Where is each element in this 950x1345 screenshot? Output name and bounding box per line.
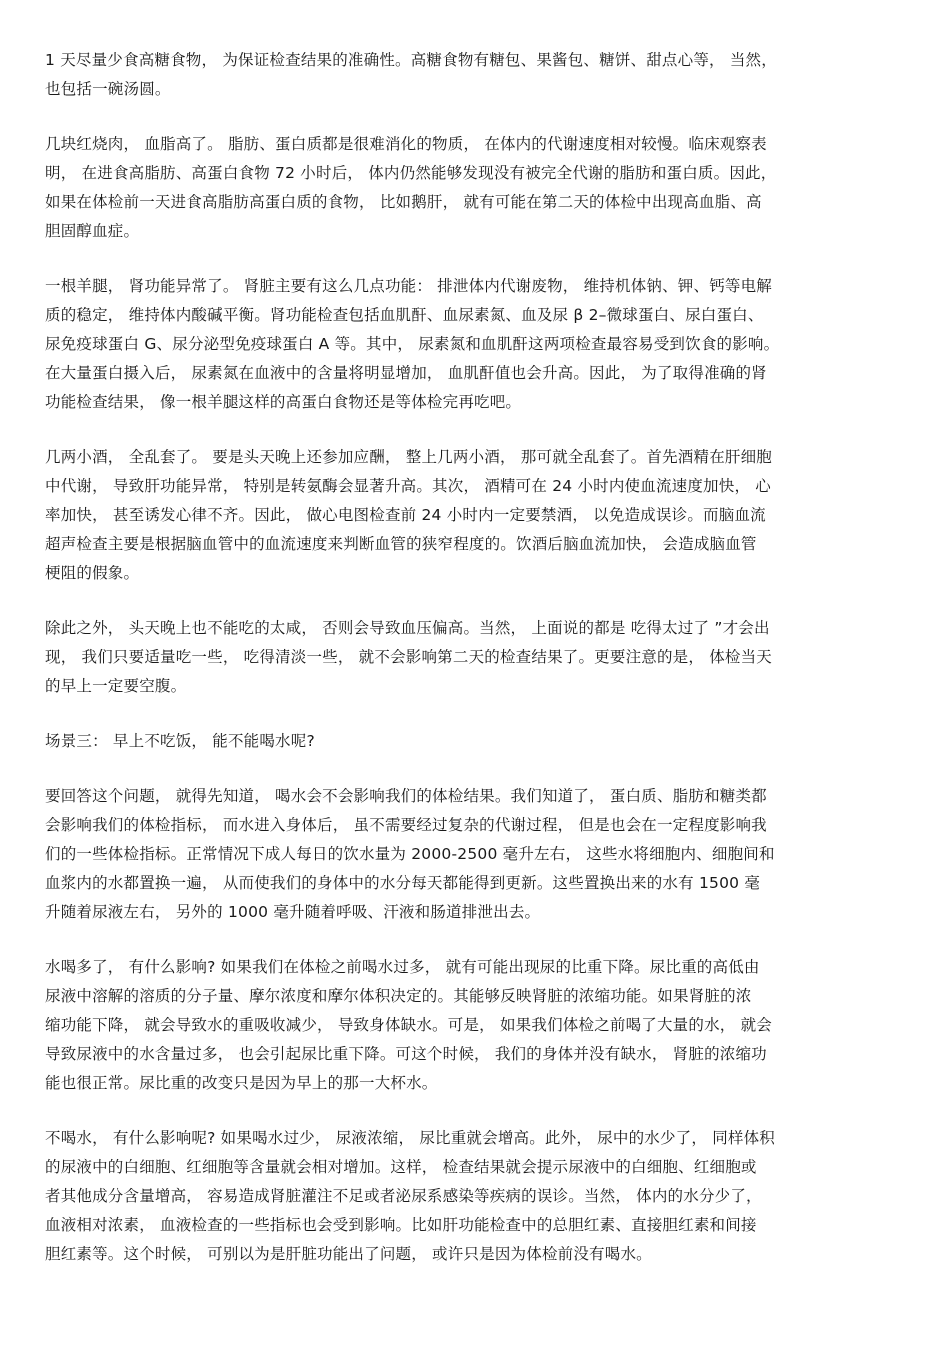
text-line: 会影响我们的体检指标， 而水进入身体后， 虽不需要经过复杂的代谢过程， 但是也会在一定程度影响我 (45, 816, 767, 834)
text-line: 1 天尽量少食高糖食物， 为保证检查结果的准确性。高糖食物有糖包、果酱包、糖饼、甜点心等， 当然， (45, 51, 777, 69)
text-line: 也包括一碗汤圆。 (45, 80, 171, 98)
text-line: 梗阻的假象。 (45, 564, 140, 582)
text-line: 尿液中溶解的溶质的分子量、摩尔浓度和摩尔体积决定的。其能够反映肾脏的浓缩功能。如果肾脏的浓 (45, 987, 752, 1005)
text-line: 导致尿液中的水含量过多， 也会引起尿比重下降。可这个时候， 我们的身体并没有缺水， 肾脏的浓缩功 (45, 1045, 767, 1063)
text-line: 能也很正常。尿比重的改变只是因为早上的那一大杯水。 (45, 1074, 438, 1092)
text-line: 水喝多了， 有什么影响? 如果我们在体检之前喝水过多， 就有可能出现尿的比重下降。尿比重的高低由 (45, 958, 760, 976)
text-line: 胆固醇血症。 (45, 222, 140, 240)
text-line: 超声检查主要是根据脑血管中的血流速度来判断血管的狭窄程度的。饮酒后脑血流加快， 会造成脑血管 (45, 535, 757, 553)
text-line: 现， 我们只要适量吃一些， 吃得清淡一些， 就不会影响第二天的检查结果了。更要注意的是， 体检当天 (45, 648, 773, 666)
section-heading-scene-three (45, 727, 915, 756)
text-line: 几两小酒， 全乱套了。 要是头天晚上还参加应酬， 整上几两小酒， 那可就全乱套了。首先酒精在肝细胞 (45, 448, 773, 466)
text-line: 要回答这个问题， 就得先知道， 喝水会不会影响我们的体检结果。我们知道了， 蛋白质、脂肪和糖类都 (45, 787, 767, 805)
text-line: 在大量蛋白摄入后， 尿素氮在血液中的含量将明显增加， 血肌酐值也会升高。因此， 为了取得准确的肾 (45, 364, 767, 382)
text-line: 的尿液中的白细胞、红细胞等含量就会相对增加。这样， 检查结果就会提示尿液中的白细胞、红细胞或 (45, 1158, 757, 1176)
text-line: 胆红素等。这个时候， 可别以为是肝脏功能出了问题， 或许只是因为体检前没有喝水。 (45, 1245, 652, 1263)
text-line: 几块红烧肉， 血脂高了。 脂肪、蛋白质都是很难消化的物质， 在体内的代谢速度相对较慢。临床观察表 (45, 135, 767, 153)
text-line: 升随着尿液左右， 另外的 1000 毫升随着呼吸、汗液和肠道排泄出去。 (45, 903, 541, 921)
text-line: 不喝水， 有什么影响呢? 如果喝水过少， 尿液浓缩， 尿比重就会增高。此外， 尿中的水少了， 同样体积 (45, 1129, 775, 1147)
text-line: 除此之外， 头天晚上也不能吃的太咸， 否则会导致血压偏高。当然， 上面说的都是 吃得太过了 ”才会出 (45, 619, 770, 637)
text-line: 如果在体检前一天进食高脂肪高蛋白质的食物， 比如鹅肝， 就有可能在第二天的体检中出现高血脂、高 (45, 193, 762, 211)
text-line: 功能检查结果， 像一根羊腿这样的高蛋白食物还是等体检完再吃吧。 (45, 393, 522, 411)
paragraph-salty (45, 614, 915, 701)
paragraph-braised-pork (45, 130, 915, 246)
text-line: 明， 在进食高脂肪、高蛋白食物 72 小时后， 体内仍然能够发现没有被完全代谢的脂肪和蛋白质。因此， (45, 164, 777, 182)
text-line: 中代谢， 导致肝功能异常， 特别是转氨酶会显著升高。其次， 酒精可在 24 小时内使血流速度加快， 心 (45, 477, 771, 495)
document-body (45, 46, 915, 1295)
paragraph-high-sugar (45, 46, 915, 104)
paragraph-lamb-leg (45, 272, 915, 417)
text-line: 们的一些体检指标。正常情况下成人每日的饮水量为 2000-2500 毫升左右， 这些水将细胞内、细胞间和 (45, 845, 775, 863)
text-line: 质的稳定， 维持体内酸碱平衡。肾功能检查包括血肌酐、血尿素氮、血及尿 β 2–微球蛋白、尿白蛋白、 (45, 306, 764, 324)
paragraph-too-much-water (45, 953, 915, 1098)
paragraph-alcohol (45, 443, 915, 588)
text-line: 一根羊腿， 肾功能异常了。 肾脏主要有这么几点功能： 排泄体内代谢废物， 维持机体钠、钾、钙等电解 (45, 277, 773, 295)
text-line: 的早上一定要空腹。 (45, 677, 187, 695)
text-line: 血液相对浓素， 血液检查的一些指标也会受到影响。比如肝功能检查中的总胆红素、直接胆红素和间接 (45, 1216, 757, 1234)
text-line: 率加快， 甚至诱发心律不齐。因此， 做心电图检查前 24 小时内一定要禁酒， 以免造成误诊。而脑血流 (45, 506, 766, 524)
paragraph-no-water (45, 1124, 915, 1269)
text-line: 场景三： 早上不吃饭， 能不能喝水呢? (45, 732, 315, 750)
text-line: 者其他成分含量增高， 容易造成肾脏灌注不足或者泌尿系感染等疾病的误诊。当然， 体内的水分少了， (45, 1187, 762, 1205)
paragraph-water-intro (45, 782, 915, 927)
text-line: 血浆内的水都置换一遍， 从而使我们的身体中的水分每天都能得到更新。这些置换出来的水有 1500 毫 (45, 874, 761, 892)
text-line: 缩功能下降， 就会导致水的重吸收减少， 导致身体缺水。可是， 如果我们体检之前喝了大量的水， 就会 (45, 1016, 773, 1034)
text-line: 尿免疫球蛋白 G、尿分泌型免疫球蛋白 A 等。其中， 尿素氮和血肌酐这两项检查最容易受到饮食的影响。 (45, 335, 780, 353)
